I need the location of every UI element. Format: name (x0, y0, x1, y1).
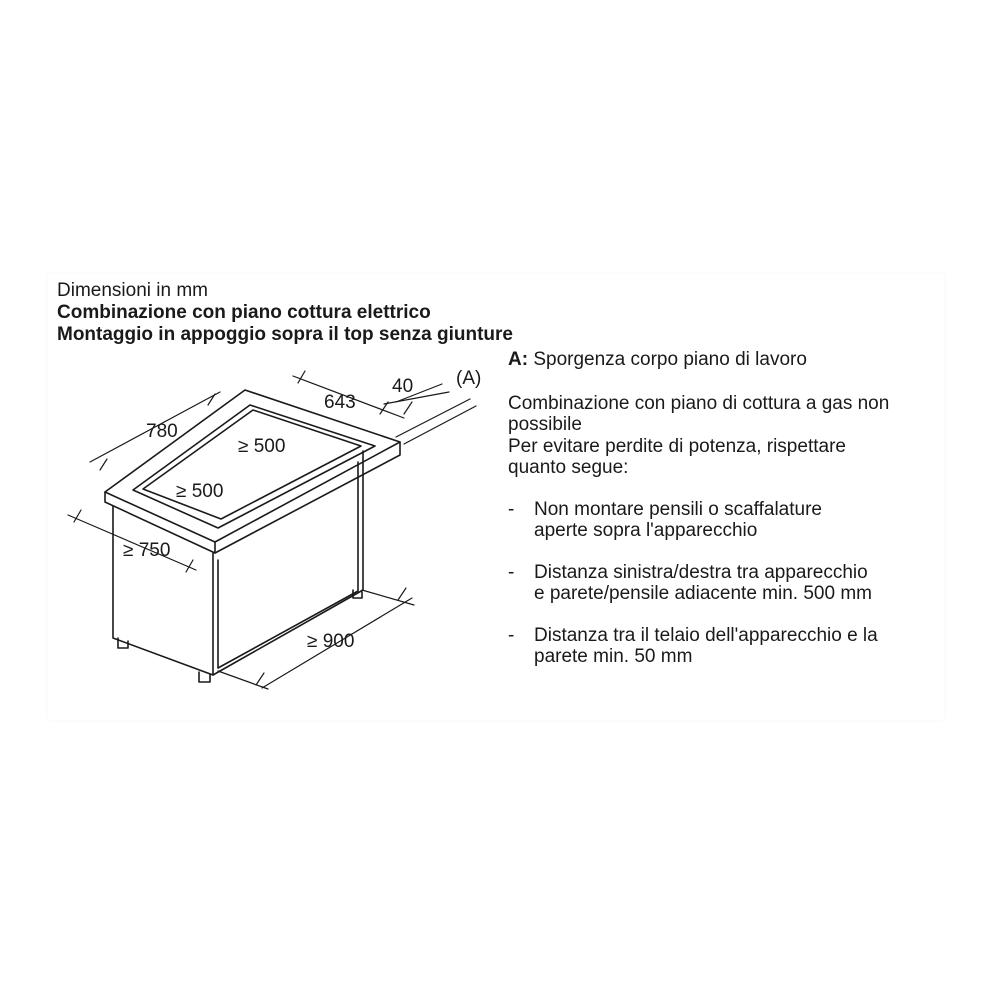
dim-900-tick-a (256, 673, 264, 685)
dim-900-tick-b (398, 588, 406, 600)
dim-900-ext-b (362, 590, 414, 605)
list-item (508, 625, 948, 668)
list-item-line: aperte sopra l'apparecchio (534, 520, 758, 541)
list-item-line: Distanza tra il telaio dell'apparecchio e la (534, 624, 878, 646)
list-dash: - (508, 498, 515, 520)
intro-line: quanto segue: (508, 457, 629, 478)
dim-643-label: 643 (324, 392, 356, 413)
list-item-line: Distanza sinistra/destra tra apparecchio (534, 561, 868, 583)
label-A: (A) (456, 368, 482, 389)
list-item (508, 499, 948, 542)
dim-40-tick-a (404, 402, 412, 414)
units-label: Dimensioni in mm (57, 280, 208, 301)
list-dash: - (508, 561, 515, 583)
intro-line: Combinazione con piano di cottura a gas non (508, 392, 890, 414)
list-dash: - (508, 624, 515, 646)
list-item-line: parete min. 50 mm (534, 646, 693, 667)
dim-500-back-label: ≥ 500 (238, 436, 286, 457)
legend-A (508, 349, 948, 371)
dim-780-tick-b (208, 394, 215, 405)
page-title: Combinazione con piano cottura elettrico (57, 302, 431, 323)
list-item-line: e parete/pensile adiacente min. 500 mm (534, 583, 872, 604)
dim-A-leader-b (404, 406, 476, 444)
dim-900-label: ≥ 900 (307, 631, 355, 652)
countertop-top-face (105, 390, 400, 542)
dim-780-label: 780 (146, 421, 178, 442)
dim-780-tick-a (100, 459, 107, 470)
dim-500-front-label: ≥ 500 (176, 481, 224, 502)
intro-line: Per evitare perdite di potenza, rispettare (508, 435, 846, 457)
page-subtitle: Montaggio in appoggio sopra il top senza giunture (57, 324, 513, 345)
legend-key: A: (508, 349, 529, 370)
intro-text (508, 393, 948, 479)
notes (508, 349, 948, 688)
dim-750-label: ≥ 750 (123, 540, 171, 561)
legend-text: Sporgenza corpo piano di lavoro (533, 349, 807, 370)
list-item-line: Non montare pensili o scaffalature (534, 498, 822, 520)
intro-line: possibile (508, 414, 582, 435)
dim-643-tick-a (298, 371, 305, 383)
dim-40-label: 40 (392, 376, 414, 397)
dim-A-leader-a (396, 399, 470, 437)
dim-900-ext-a (218, 671, 268, 689)
cabinet-left-side (113, 506, 213, 675)
requirements-list (508, 499, 948, 668)
list-item (508, 562, 948, 605)
